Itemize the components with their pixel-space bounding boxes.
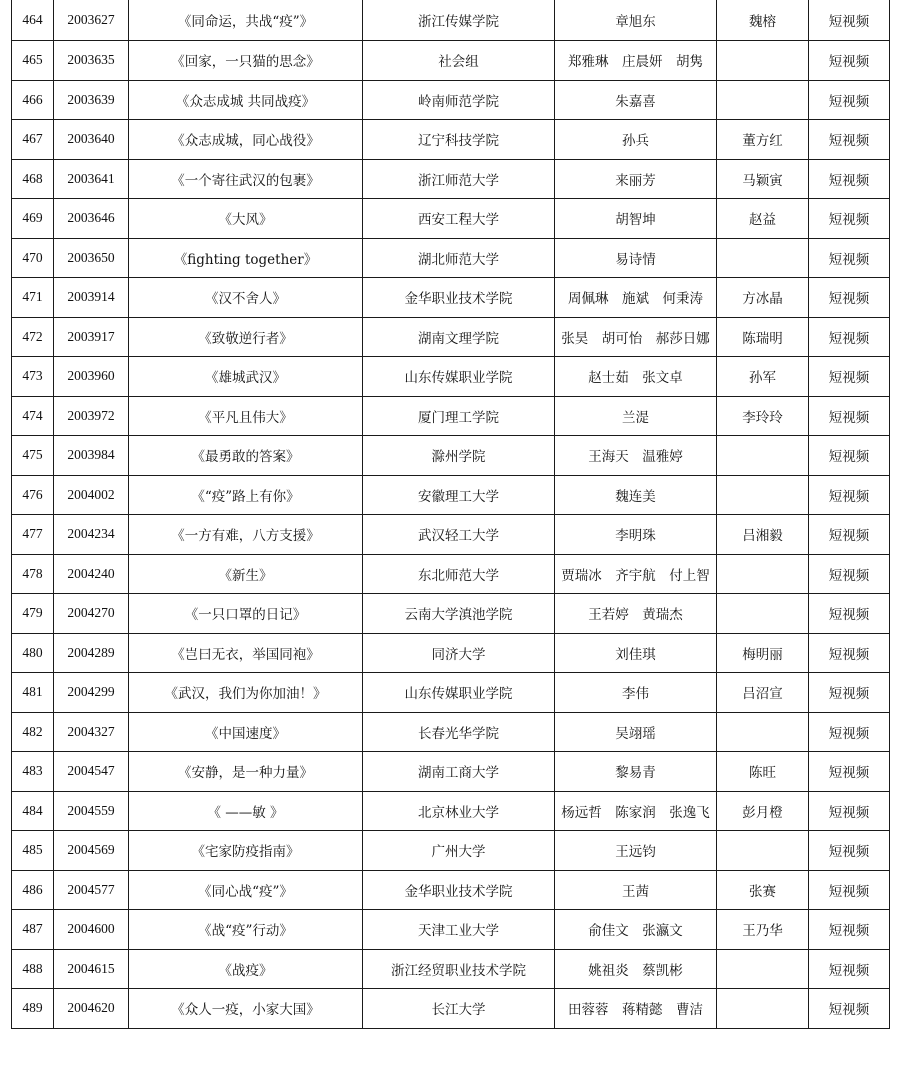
school-name-cell: 社会组 (363, 41, 555, 81)
author-names-cell: 魏连美 (555, 475, 717, 515)
work-title-cell: 《岂曰无衣，举国同袍》 (129, 633, 363, 673)
advisor-name-cell (717, 949, 809, 989)
entry-code-cell: 2003640 (54, 120, 129, 160)
work-title-cell: 《宅家防疫指南》 (129, 831, 363, 871)
advisor-name-cell: 方冰晶 (717, 278, 809, 318)
table-row (12, 515, 890, 555)
advisor-name-cell (717, 475, 809, 515)
work-title-cell: 《fighting together》 (129, 238, 363, 278)
category-cell: 短视频 (809, 317, 890, 357)
school-name-cell: 滁州学院 (363, 436, 555, 476)
work-title-cell: 《“疫”路上有你》 (129, 475, 363, 515)
row-number-cell: 473 (12, 357, 54, 397)
category-cell: 短视频 (809, 712, 890, 752)
category-cell: 短视频 (809, 475, 890, 515)
school-name-cell: 金华职业技术学院 (363, 870, 555, 910)
entry-code-cell: 2003641 (54, 159, 129, 199)
entry-code-cell: 2003646 (54, 199, 129, 239)
entry-code-cell: 2004577 (54, 870, 129, 910)
work-title-cell: 《众志成城，同心战役》 (129, 120, 363, 160)
author-names-cell: 郑雅琳 庄晨妍 胡隽 (555, 41, 717, 81)
entry-code-cell: 2004600 (54, 910, 129, 950)
author-names-cell: 孙兵 (555, 120, 717, 160)
entry-code-cell: 2004569 (54, 831, 129, 871)
entry-code-cell: 2004002 (54, 475, 129, 515)
school-name-cell: 长江大学 (363, 989, 555, 1029)
author-names-cell: 黎易青 (555, 752, 717, 792)
work-title-cell: 《 ——敏 》 (129, 791, 363, 831)
school-name-cell: 西安工程大学 (363, 199, 555, 239)
advisor-name-cell: 彭月橙 (717, 791, 809, 831)
category-cell: 短视频 (809, 278, 890, 318)
category-cell: 短视频 (809, 594, 890, 634)
row-number-cell: 486 (12, 870, 54, 910)
category-cell: 短视频 (809, 396, 890, 436)
category-cell: 短视频 (809, 633, 890, 673)
row-number-cell: 478 (12, 554, 54, 594)
category-cell: 短视频 (809, 199, 890, 239)
advisor-name-cell: 魏榕 (717, 0, 809, 41)
work-title-cell: 《致敬逆行者》 (129, 317, 363, 357)
advisor-name-cell (717, 831, 809, 871)
category-cell: 短视频 (809, 357, 890, 397)
work-title-cell: 《一个寄往武汉的包裹》 (129, 159, 363, 199)
school-name-cell: 同济大学 (363, 633, 555, 673)
table-row (12, 554, 890, 594)
author-names-cell: 周佩琳 施斌 何秉涛 (555, 278, 717, 318)
row-number-cell: 476 (12, 475, 54, 515)
advisor-name-cell: 孙军 (717, 357, 809, 397)
table-row (12, 594, 890, 634)
school-name-cell: 山东传媒职业学院 (363, 673, 555, 713)
table-body (12, 0, 890, 1028)
category-cell: 短视频 (809, 831, 890, 871)
table-row (12, 41, 890, 81)
table-row (12, 831, 890, 871)
work-title-cell: 《同心战“疫”》 (129, 870, 363, 910)
author-names-cell: 王茜 (555, 870, 717, 910)
entry-code-cell: 2003960 (54, 357, 129, 397)
row-number-cell: 485 (12, 831, 54, 871)
school-name-cell: 湖北师范大学 (363, 238, 555, 278)
row-number-cell: 479 (12, 594, 54, 634)
author-names-cell: 朱嘉喜 (555, 80, 717, 120)
entry-code-cell: 2004270 (54, 594, 129, 634)
entry-code-cell: 2003972 (54, 396, 129, 436)
entry-code-cell: 2003627 (54, 0, 129, 41)
row-number-cell: 482 (12, 712, 54, 752)
category-cell: 短视频 (809, 870, 890, 910)
author-names-cell: 张昊 胡可怡 郝莎日娜 (555, 317, 717, 357)
advisor-name-cell: 吕沼宣 (717, 673, 809, 713)
advisor-name-cell (717, 80, 809, 120)
table-row (12, 120, 890, 160)
school-name-cell: 金华职业技术学院 (363, 278, 555, 318)
school-name-cell: 东北师范大学 (363, 554, 555, 594)
category-cell: 短视频 (809, 159, 890, 199)
work-title-cell: 《武汉，我们为你加油！》 (129, 673, 363, 713)
advisor-name-cell: 梅明丽 (717, 633, 809, 673)
category-cell: 短视频 (809, 515, 890, 555)
author-names-cell: 王海天 温雅婷 (555, 436, 717, 476)
work-title-cell: 《汉不舍人》 (129, 278, 363, 318)
author-names-cell: 章旭东 (555, 0, 717, 41)
work-title-cell: 《安静，是一种力量》 (129, 752, 363, 792)
row-number-cell: 477 (12, 515, 54, 555)
table-row (12, 475, 890, 515)
entry-code-cell: 2004327 (54, 712, 129, 752)
table-row (12, 238, 890, 278)
table-row (12, 910, 890, 950)
table-row (12, 396, 890, 436)
advisor-name-cell: 李玲玲 (717, 396, 809, 436)
author-names-cell: 吴翊瑶 (555, 712, 717, 752)
row-number-cell: 464 (12, 0, 54, 41)
table-row (12, 712, 890, 752)
category-cell: 短视频 (809, 910, 890, 950)
category-cell: 短视频 (809, 752, 890, 792)
table-row (12, 278, 890, 318)
entry-code-cell: 2004615 (54, 949, 129, 989)
advisor-name-cell (717, 436, 809, 476)
entry-code-cell: 2004620 (54, 989, 129, 1029)
row-number-cell: 467 (12, 120, 54, 160)
table-row (12, 633, 890, 673)
table-row (12, 436, 890, 476)
school-name-cell: 厦门理工学院 (363, 396, 555, 436)
entry-code-cell: 2003917 (54, 317, 129, 357)
row-number-cell: 474 (12, 396, 54, 436)
row-number-cell: 465 (12, 41, 54, 81)
school-name-cell: 北京林业大学 (363, 791, 555, 831)
author-names-cell: 胡智坤 (555, 199, 717, 239)
author-names-cell: 姚祖炎 蔡凯彬 (555, 949, 717, 989)
table-row (12, 673, 890, 713)
row-number-cell: 475 (12, 436, 54, 476)
work-title-cell: 《大风》 (129, 199, 363, 239)
advisor-name-cell: 陈瑞明 (717, 317, 809, 357)
category-cell: 短视频 (809, 554, 890, 594)
category-cell: 短视频 (809, 436, 890, 476)
advisor-name-cell: 马颖寅 (717, 159, 809, 199)
author-names-cell: 俞佳文 张瀛文 (555, 910, 717, 950)
author-names-cell: 刘佳琪 (555, 633, 717, 673)
work-title-cell: 《中国速度》 (129, 712, 363, 752)
table-row (12, 159, 890, 199)
school-name-cell: 武汉轻工大学 (363, 515, 555, 555)
row-number-cell: 480 (12, 633, 54, 673)
advisor-name-cell: 王乃华 (717, 910, 809, 950)
school-name-cell: 辽宁科技学院 (363, 120, 555, 160)
author-names-cell: 杨远哲 陈家润 张逸飞 (555, 791, 717, 831)
row-number-cell: 483 (12, 752, 54, 792)
entry-code-cell: 2004240 (54, 554, 129, 594)
category-cell: 短视频 (809, 791, 890, 831)
row-number-cell: 481 (12, 673, 54, 713)
advisor-name-cell: 张赛 (717, 870, 809, 910)
category-cell: 短视频 (809, 41, 890, 81)
advisor-name-cell: 赵益 (717, 199, 809, 239)
work-title-cell: 《战“疫”行动》 (129, 910, 363, 950)
entry-code-cell: 2004559 (54, 791, 129, 831)
author-names-cell: 来丽芳 (555, 159, 717, 199)
author-names-cell: 易诗情 (555, 238, 717, 278)
school-name-cell: 广州大学 (363, 831, 555, 871)
school-name-cell: 长春光华学院 (363, 712, 555, 752)
table-row (12, 80, 890, 120)
school-name-cell: 天津工业大学 (363, 910, 555, 950)
table-row (12, 989, 890, 1029)
entry-code-cell: 2004234 (54, 515, 129, 555)
author-names-cell: 田蓉蓉 蒋精懿 曹洁 (555, 989, 717, 1029)
entry-code-cell: 2003914 (54, 278, 129, 318)
category-cell: 短视频 (809, 989, 890, 1029)
advisor-name-cell: 吕湘毅 (717, 515, 809, 555)
author-names-cell: 李伟 (555, 673, 717, 713)
school-name-cell: 湖南文理学院 (363, 317, 555, 357)
category-cell: 短视频 (809, 120, 890, 160)
work-title-cell: 《同命运，共战“疫”》 (129, 0, 363, 41)
work-title-cell: 《雄城武汉》 (129, 357, 363, 397)
row-number-cell: 470 (12, 238, 54, 278)
table-row (12, 752, 890, 792)
work-title-cell: 《最勇敢的答案》 (129, 436, 363, 476)
school-name-cell: 山东传媒职业学院 (363, 357, 555, 397)
school-name-cell: 安徽理工大学 (363, 475, 555, 515)
advisor-name-cell (717, 41, 809, 81)
advisor-name-cell (717, 712, 809, 752)
table-row (12, 0, 890, 41)
work-title-cell: 《平凡且伟大》 (129, 396, 363, 436)
school-name-cell: 浙江传媒学院 (363, 0, 555, 41)
table-row (12, 317, 890, 357)
row-number-cell: 487 (12, 910, 54, 950)
entry-code-cell: 2004547 (54, 752, 129, 792)
category-cell: 短视频 (809, 238, 890, 278)
advisor-name-cell (717, 554, 809, 594)
category-cell: 短视频 (809, 0, 890, 41)
work-title-cell: 《一只口罩的日记》 (129, 594, 363, 634)
entry-code-cell: 2003984 (54, 436, 129, 476)
table-row (12, 791, 890, 831)
category-cell: 短视频 (809, 949, 890, 989)
table-row (12, 949, 890, 989)
entry-code-cell: 2004299 (54, 673, 129, 713)
work-title-cell: 《众人一疫，小家大国》 (129, 989, 363, 1029)
row-number-cell: 472 (12, 317, 54, 357)
table-row (12, 870, 890, 910)
work-title-cell: 《一方有难，八方支援》 (129, 515, 363, 555)
school-name-cell: 云南大学滇池学院 (363, 594, 555, 634)
category-cell: 短视频 (809, 673, 890, 713)
work-title-cell: 《战疫》 (129, 949, 363, 989)
author-names-cell: 贾瑞冰 齐宇航 付上智 (555, 554, 717, 594)
school-name-cell: 浙江经贸职业技术学院 (363, 949, 555, 989)
advisor-name-cell: 陈旺 (717, 752, 809, 792)
work-title-cell: 《回家，一只猫的思念》 (129, 41, 363, 81)
table-row (12, 199, 890, 239)
author-names-cell: 李明珠 (555, 515, 717, 555)
entry-code-cell: 2003639 (54, 80, 129, 120)
work-title-cell: 《新生》 (129, 554, 363, 594)
row-number-cell: 469 (12, 199, 54, 239)
category-cell: 短视频 (809, 80, 890, 120)
school-name-cell: 岭南师范学院 (363, 80, 555, 120)
advisor-name-cell (717, 238, 809, 278)
entry-code-cell: 2003650 (54, 238, 129, 278)
advisor-name-cell (717, 594, 809, 634)
school-name-cell: 湖南工商大学 (363, 752, 555, 792)
entry-code-cell: 2003635 (54, 41, 129, 81)
advisor-name-cell (717, 989, 809, 1029)
awards-table (11, 0, 890, 1029)
author-names-cell: 兰湜 (555, 396, 717, 436)
school-name-cell: 浙江师范大学 (363, 159, 555, 199)
table-row (12, 357, 890, 397)
work-title-cell: 《众志成城 共同战疫》 (129, 80, 363, 120)
author-names-cell: 赵士茹 张文卓 (555, 357, 717, 397)
row-number-cell: 484 (12, 791, 54, 831)
author-names-cell: 王远钧 (555, 831, 717, 871)
advisor-name-cell: 董方红 (717, 120, 809, 160)
author-names-cell: 王若婷 黄瑞杰 (555, 594, 717, 634)
row-number-cell: 471 (12, 278, 54, 318)
row-number-cell: 466 (12, 80, 54, 120)
row-number-cell: 489 (12, 989, 54, 1029)
row-number-cell: 468 (12, 159, 54, 199)
entry-code-cell: 2004289 (54, 633, 129, 673)
row-number-cell: 488 (12, 949, 54, 989)
